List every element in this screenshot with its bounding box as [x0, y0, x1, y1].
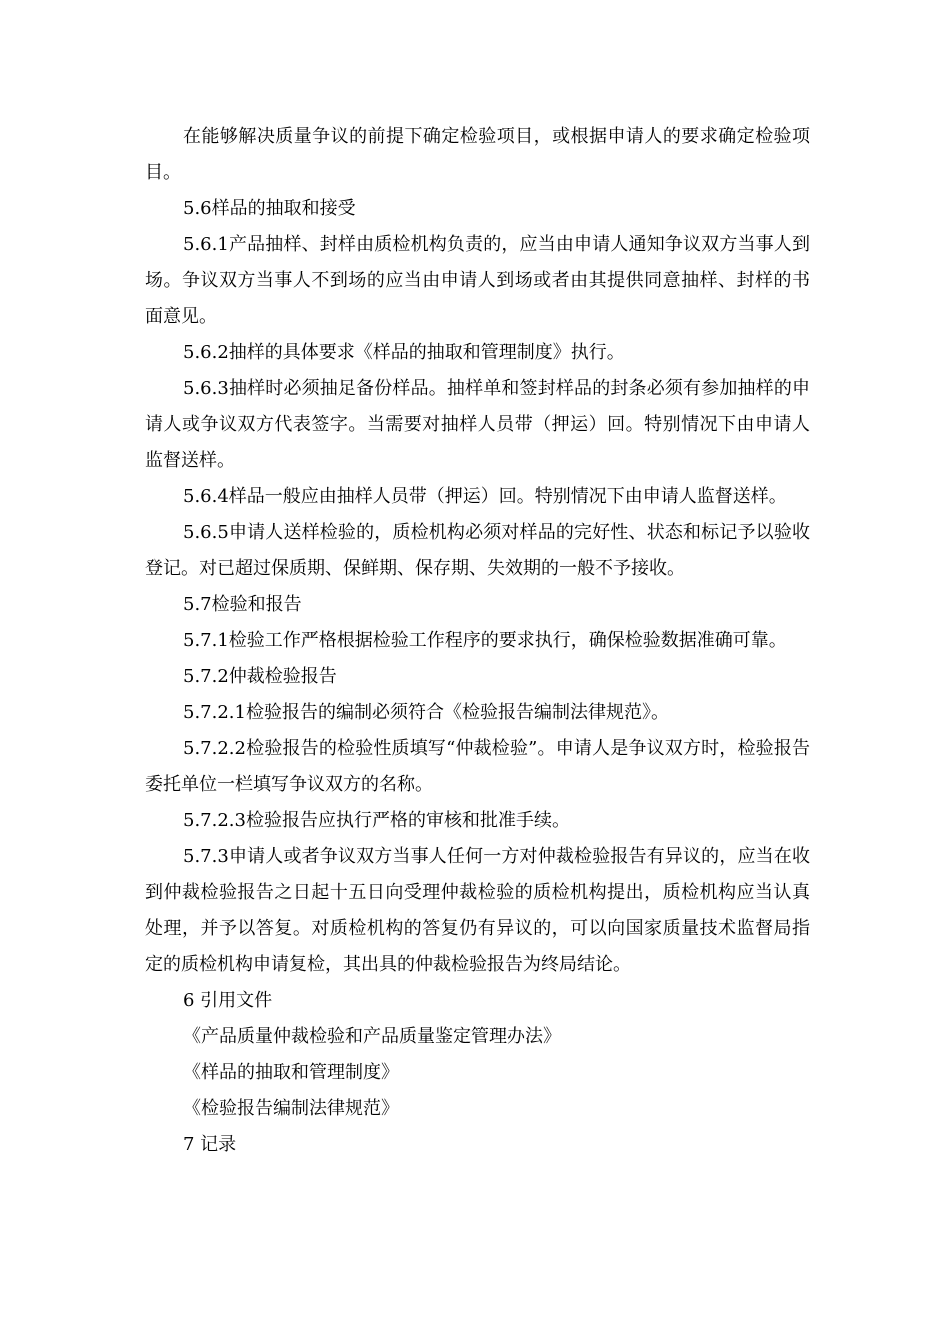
- paragraph-5-6-2: 5.6.2抽样的具体要求《样品的抽取和管理制度》执行。: [183, 342, 625, 363]
- section-heading-5-7: 5.7检验和报告: [183, 594, 302, 615]
- paragraph-5-7-1: 5.7.1检验工作严格根据检验工作程序的要求执行，确保检验数据准确可靠。: [183, 630, 787, 651]
- paragraph-5-6-3: 5.6.3抽样时必须抽足备份样品。抽样单和签封样品的封条必须有参加抽样的申请人或争议双方代表签字。当需要对抽样人员带（押运）回。特别情况下由申请人监督送样。: [145, 378, 810, 471]
- paragraph-5-7-2-1: 5.7.2.1检验报告的编制必须符合《检验报告编制法律规范》。: [183, 702, 669, 723]
- reference-document-1: 《产品质量仲裁检验和产品质量鉴定管理办法》: [183, 1026, 561, 1047]
- reference-document-2: 《样品的抽取和管理制度》: [183, 1062, 399, 1083]
- paragraph-5-6-5: 5.6.5申请人送样检验的，质检机构必须对样品的完好性、状态和标记予以验收登记。对已超过保质期、保鲜期、保存期、失效期的一般不予接收。: [145, 522, 810, 579]
- paragraph-5-6-1: 5.6.1产品抽样、封样由质检机构负责的，应当由申请人通知争议双方当事人到场。争议双方当事人不到场的应当由申请人到场或者由其提供同意抽样、封样的书面意见。: [145, 234, 810, 327]
- paragraph-5-7-2-2: 5.7.2.2检验报告的检验性质填写“仲裁检验”。申请人是争议双方时，检验报告委托单位一栏填写争议双方的名称。: [145, 738, 810, 795]
- section-heading-7: 7 记录: [183, 1134, 237, 1155]
- paragraph-5-7-3: 5.7.3申请人或者争议双方当事人任何一方对仲裁检验报告有异议的，应当在收到仲裁检验报告之日起十五日向受理仲裁检验的质检机构提出，质检机构应当认真处理，并予以答复。对质检机构的答复仍有异议的，可以向国家质量技术监督局指定的质检机构申请复检，其出具的仲裁检验报告为终局结论。: [145, 846, 810, 975]
- paragraph-5-6-4: 5.6.4样品一般应由抽样人员带（押运）回。特别情况下由申请人监督送样。: [183, 486, 787, 507]
- paragraph-5-7-2-3: 5.7.2.3检验报告应执行严格的审核和批准手续。: [183, 810, 570, 831]
- reference-document-3: 《检验报告编制法律规范》: [183, 1098, 399, 1119]
- paragraph-inspection-items: 在能够解决质量争议的前提下确定检验项目，或根据申请人的要求确定检验项目。: [145, 126, 810, 183]
- paragraph-5-7-2: 5.7.2仲裁检验报告: [183, 666, 337, 687]
- section-heading-5-6: 5.6样品的抽取和接受: [183, 198, 356, 219]
- section-heading-6: 6 引用文件: [183, 990, 273, 1011]
- document-page: [145, 119, 810, 1163]
